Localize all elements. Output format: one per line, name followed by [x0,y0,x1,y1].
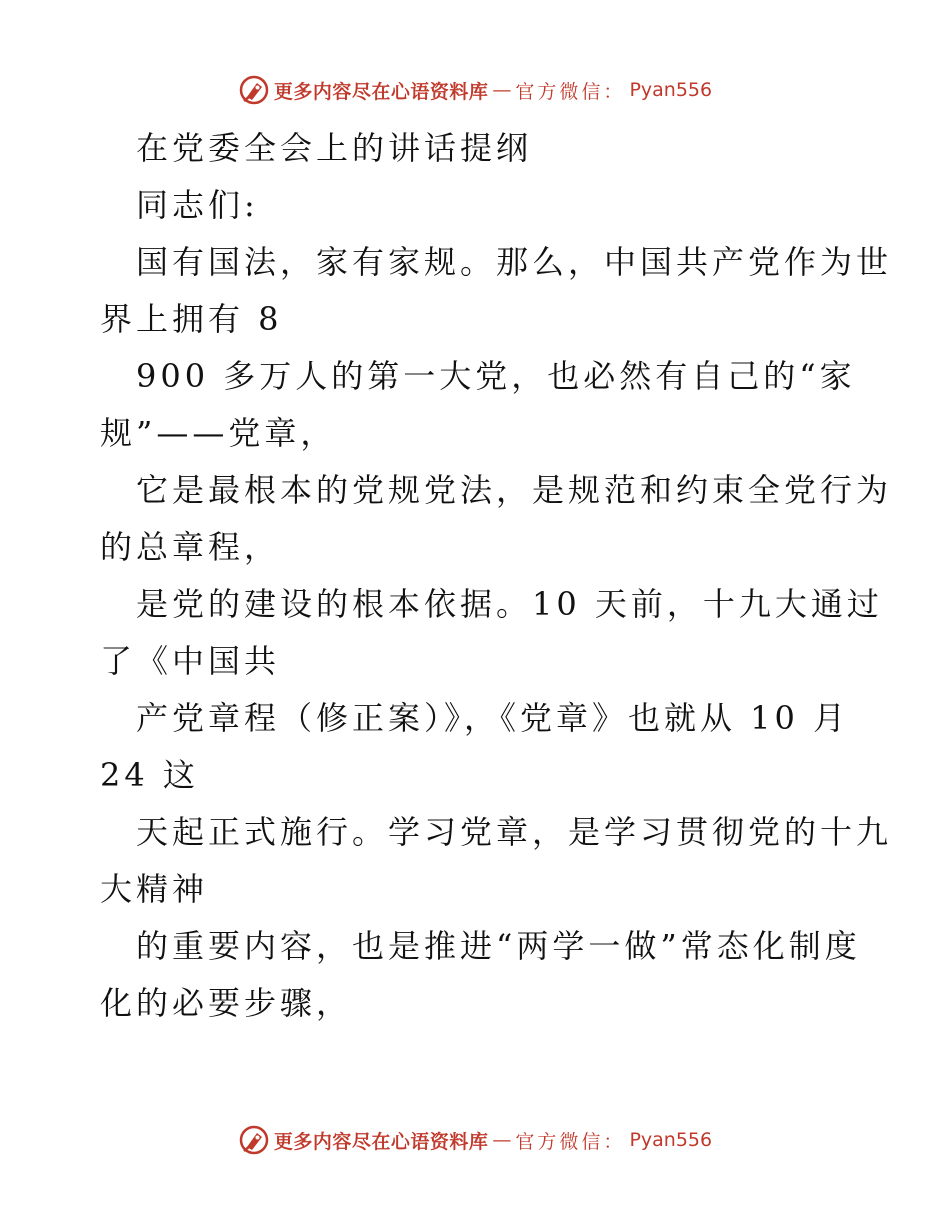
watermark-wechat-id: Pyan556 [629,79,713,101]
paragraph-line: 大精神 [100,870,209,908]
pen-nib-logo-icon [238,74,270,106]
watermark-wechat-id: Pyan556 [629,1129,713,1151]
paragraph-line: 了《中国共 [100,642,281,680]
header-watermark [0,70,950,110]
paragraph-line: 天起正式施行。学习党章，是学习贯彻党的十九 [136,813,893,851]
paragraph-line: 的重要内容，也是推进“两学一做”常态化制度 [136,927,861,965]
paragraph-line: 化的必要步骤， [100,984,353,1022]
greeting: 同志们: [136,186,259,224]
watermark-main-text: 更多内容尽在心语资料库 [273,1130,489,1153]
watermark-dash: — [492,1129,512,1151]
footer-watermark [0,1120,950,1160]
paragraph-line: 它是最根本的党规党法，是规范和约束全党行为 [136,471,893,509]
paragraph-line: 的总章程， [100,528,281,566]
watermark-official-label: 官方微信： [515,1130,626,1153]
paragraph-line: 国有国法，家有家规。那么，中国共产党作为世 [136,243,893,281]
watermark [238,74,712,106]
paragraph-line: 是党的建设的根本依据。10 天前，十九大通过 [136,585,883,623]
document-body [100,120,893,1032]
watermark-main-text: 更多内容尽在心语资料库 [273,80,489,103]
watermark-dash: — [492,79,512,101]
watermark-official-label: 官方微信： [515,80,626,103]
pen-nib-logo-icon [238,1124,270,1156]
watermark [238,1124,712,1156]
paragraph-line: 界上拥有 8 [100,300,283,338]
paragraph-line: 24 这 [100,756,199,794]
paragraph-line: 产党章程（修正案）》，《党章》也就从 10 月 [136,699,850,737]
paragraph-line: 900 多万人的第一大党，也必然有自己的“家 [136,357,856,395]
document-title: 在党委全会上的讲话提纲 [136,129,533,167]
paragraph-line: 规”——党章， [100,414,337,452]
